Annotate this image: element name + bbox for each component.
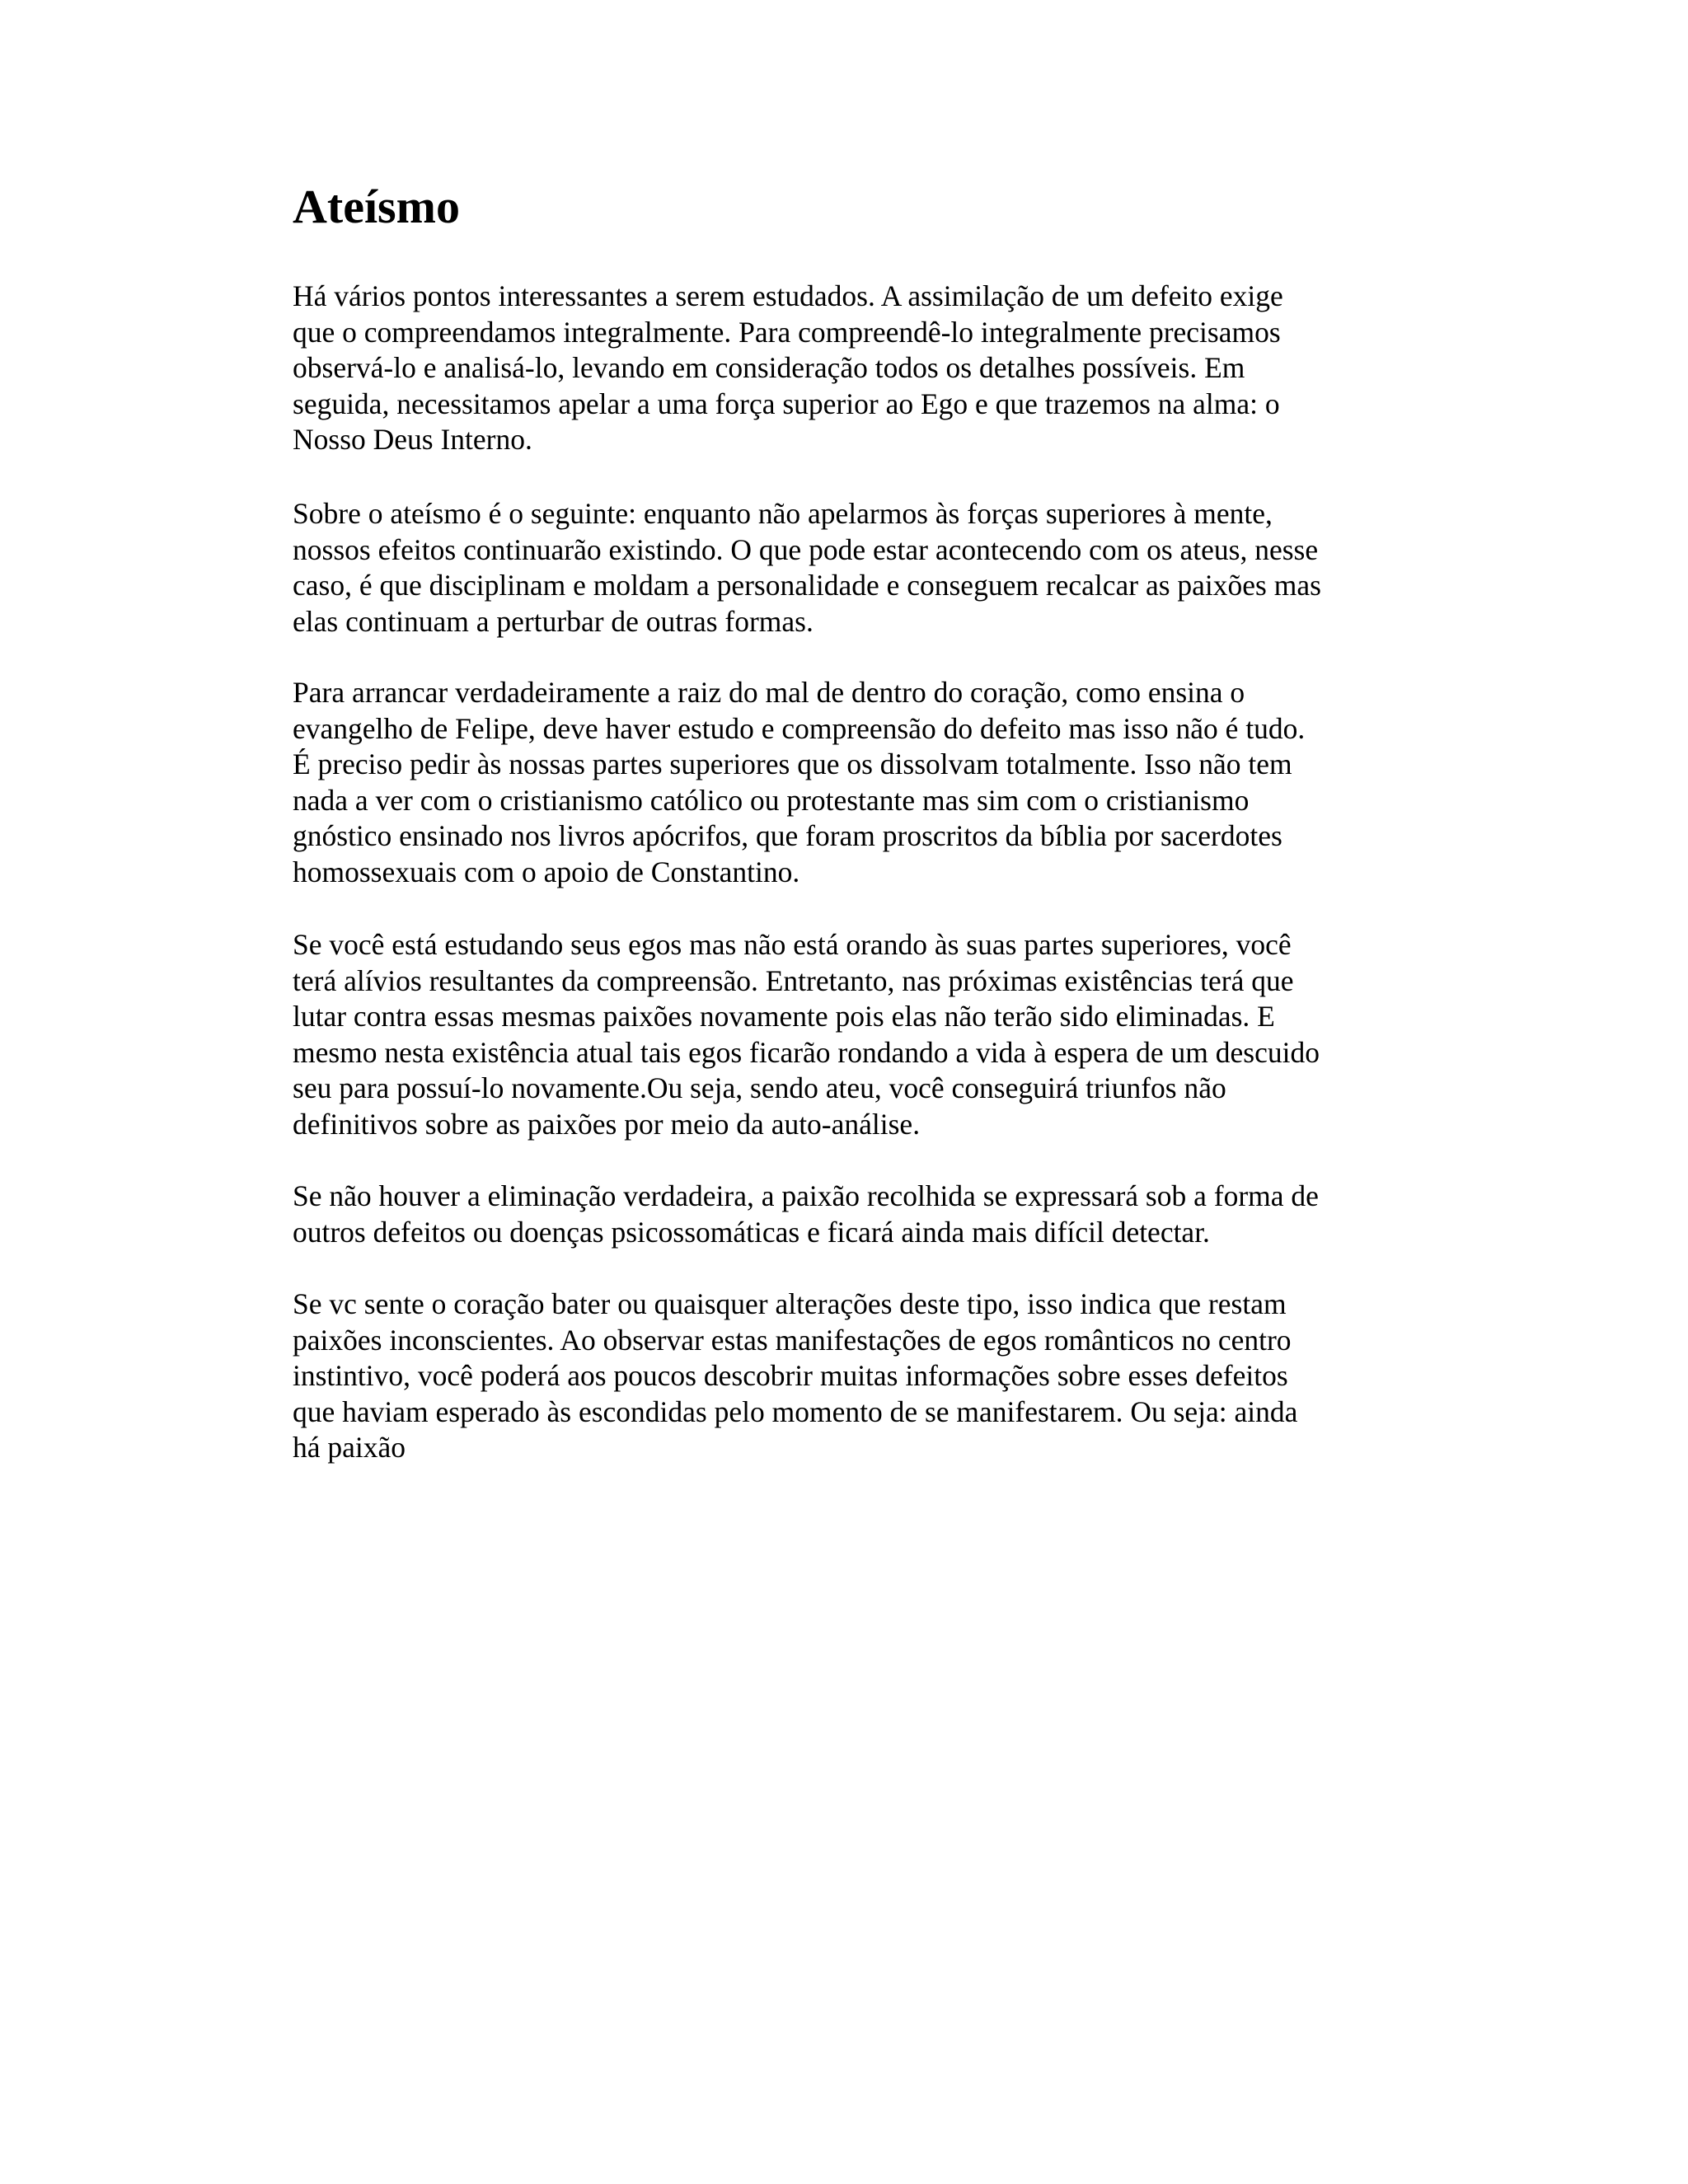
paragraph-1 bbox=[293, 279, 1283, 458]
text-line: terá alívios resultantes da compreensão. Entretanto, nas próximas existências terá que bbox=[293, 963, 1294, 997]
text-line: definitivos sobre as paixões por meio da auto-análise. bbox=[293, 1107, 921, 1141]
text-line: que o compreendamos integralmente. Para compreendê-lo integralmente precisamos bbox=[293, 315, 1281, 349]
text-line: nossos efeitos continuarão existindo. O que pode estar acontecendo com os ateus, nesse bbox=[293, 532, 1319, 566]
text-line: Se não houver a eliminação verdadeira, a paixão recolhida se expressará sob a forma de bbox=[293, 1179, 1319, 1212]
text-line: seguida, necessitamos apelar a uma força superior ao Ego e que trazemos na alma: o bbox=[293, 387, 1280, 420]
paragraph-2 bbox=[293, 496, 1321, 640]
text-line: Se vc sente o coração bater ou quaisquer alterações deste tipo, isso indica que restam bbox=[293, 1287, 1287, 1320]
text-line: Se você está estudando seus egos mas não está orando às suas partes superiores, você bbox=[293, 928, 1292, 961]
paragraph-6 bbox=[293, 1286, 1297, 1466]
text-line: É preciso pedir às nossas partes superiores que os dissolvam totalmente. Isso não tem bbox=[293, 748, 1292, 780]
text-line: gnóstico ensinado nos livros apócrifos, que foram proscritos da bíblia por sacerdotes bbox=[293, 819, 1282, 852]
text-line: observá-lo e analisá-lo, levando em consideração todos os detalhes possíveis. Em bbox=[293, 351, 1245, 384]
text-line: outros defeitos ou doenças psicossomáticas e ficará ainda mais difícil detectar. bbox=[293, 1215, 1210, 1249]
text-line: há paixão bbox=[293, 1431, 406, 1464]
text-line: Há vários pontos interessantes a serem estudados. A assimilação de um defeito exige bbox=[293, 279, 1283, 312]
text-line: que haviam esperado às escondidas pelo momento de se manifestarem. Ou seja: ainda bbox=[293, 1394, 1298, 1428]
text-line: mesmo nesta existência atual tais egos ficarão rondando a vida à espera de um descuido bbox=[293, 1035, 1320, 1069]
text-line: caso, é que disciplinam e moldam a personalidade e conseguem recalcar as paixões mas bbox=[293, 569, 1321, 602]
text-line: elas continuam a perturbar de outras formas. bbox=[293, 604, 814, 638]
text-line: nada a ver com o cristianismo católico ou protestante mas sim com o cristianismo bbox=[293, 783, 1250, 817]
text-line: lutar contra essas mesmas paixões novamente pois elas não terão sido eliminadas. E bbox=[293, 1000, 1275, 1033]
text-line: evangelho de Felipe, deve haver estudo e compreensão do defeito mas isso não é tudo. bbox=[293, 711, 1306, 745]
text-line: seu para possuí-lo novamente.Ou seja, sendo ateu, você conseguirá triunfos não bbox=[293, 1071, 1226, 1104]
document-title: Ateísmo bbox=[293, 180, 460, 233]
text-line: Para arrancar verdadeiramente a raiz do mal de dentro do coração, como ensina o bbox=[293, 676, 1245, 709]
paragraph-4 bbox=[293, 927, 1320, 1142]
text-line: Nosso Deus Interno. bbox=[293, 423, 532, 456]
text-line: instintivo, você poderá aos poucos descobrir muitas informações sobre esses defeitos bbox=[293, 1359, 1288, 1392]
text-line: Sobre o ateísmo é o seguinte: enquanto não apelarmos às forças superiores à mente, bbox=[293, 497, 1273, 530]
paragraph-3 bbox=[293, 675, 1305, 890]
text-line: homossexuais com o apoio de Constantino. bbox=[293, 855, 800, 888]
paragraph-5 bbox=[293, 1179, 1319, 1250]
text-line: paixões inconscientes. Ao observar estas manifestações de egos românticos no centro bbox=[293, 1323, 1292, 1357]
